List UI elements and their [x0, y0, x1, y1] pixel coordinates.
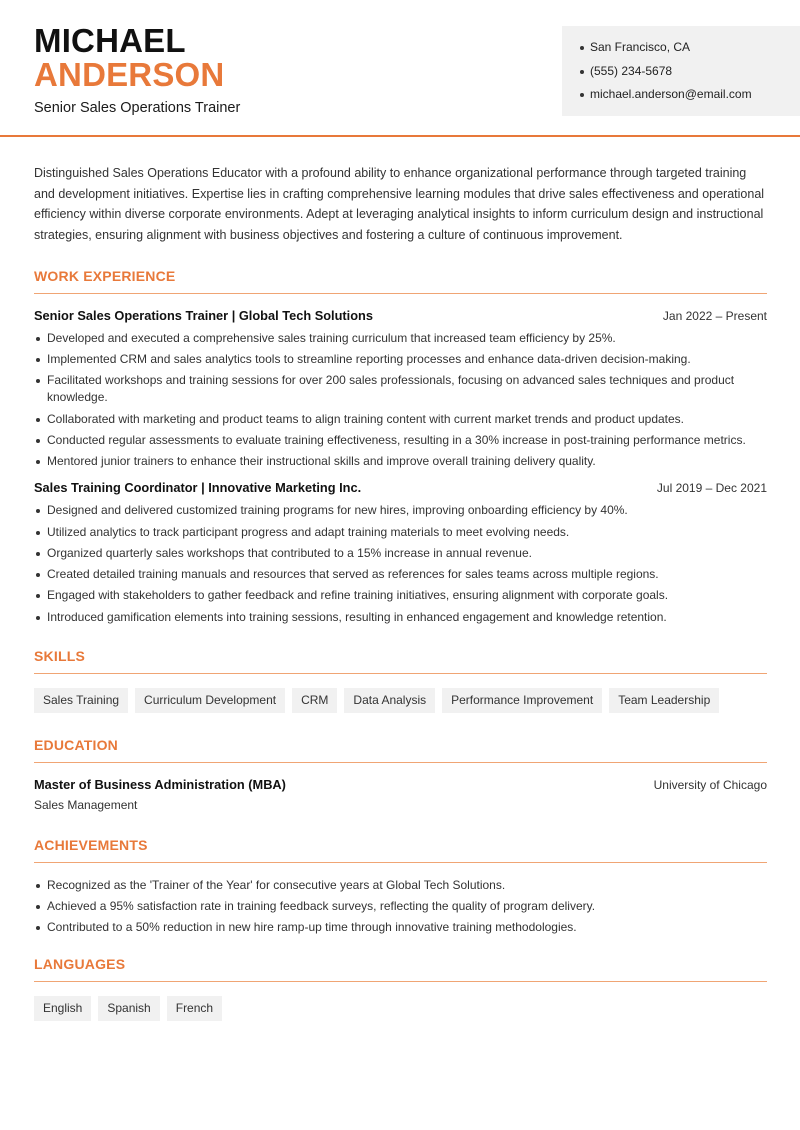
section-title-achievements: ACHIEVEMENTS — [34, 837, 767, 863]
section-title-education: EDUCATION — [34, 737, 767, 763]
job-date: Jul 2019 – Dec 2021 — [656, 481, 767, 496]
skill-tag: Performance Improvement — [442, 688, 602, 713]
skills-section — [34, 648, 767, 713]
last-name: ANDERSON — [34, 56, 225, 93]
job-entry — [34, 308, 767, 470]
contact-location: San Francisco, CA — [580, 36, 800, 60]
achievements-section — [34, 837, 767, 937]
skill-tag: Sales Training — [34, 688, 128, 713]
job-bullet: Organized quarterly sales workshops that contributed to a 15% increase in annual revenue. — [34, 545, 767, 562]
job-entry — [34, 480, 767, 625]
job-date: Jan 2022 – Present — [662, 308, 767, 323]
job-bullet: Created detailed training manuals and resources that served as references for sales teams across multiple regions. — [34, 566, 767, 583]
achievement-item: Achieved a 95% satisfaction rate in training feedback surveys, reflecting the quality of program delivery. — [34, 898, 767, 915]
section-title-skills: SKILLS — [34, 648, 767, 674]
job-bullet: Conducted regular assessments to evaluate training effectiveness, resulting in a 30% increase in post-training performance metrics. — [34, 432, 767, 449]
achievement-item: Recognized as the 'Trainer of the Year' for consecutive years at Global Tech Solutions. — [34, 877, 767, 894]
candidate-name — [34, 24, 224, 92]
job-title-headline: Senior Sales Operations Trainer — [34, 100, 241, 116]
summary-text: Distinguished Sales Operations Educator with a profound ability to enhance organizational performance through targeted training and development initiatives. Expertise lies in crafting comprehensive learning modules that drive sales effectiveness and operational efficiency within diverse corporate environments. Adept at leveraging analytical insights to inform curriculum design and instructional strategies, ensuring alignment with business objectives and fostering a culture of continuous improvement. — [34, 166, 765, 243]
job-bullet: Designed and delivered customized training programs for new hires, improving onboarding efficiency by 40%. — [34, 502, 767, 519]
language-tag: Spanish — [98, 996, 159, 1021]
job-bullet: Mentored junior trainers to enhance their instructional skills and improve overall training delivery quality. — [34, 453, 767, 470]
skill-tag: Team Leadership — [609, 688, 719, 713]
job-bullet: Facilitated workshops and training sessions for over 200 sales professionals, focusing on advanced sales techniques and product knowledge. — [34, 372, 767, 406]
education-section — [34, 737, 767, 812]
contact-phone: (555) 234-5678 — [580, 60, 800, 84]
languages-section — [34, 956, 767, 1021]
contact-box — [562, 26, 800, 116]
job-bullet: Engaged with stakeholders to gather feedback and refine training initiatives, ensuring alignment with corporate goals. — [34, 587, 767, 604]
job-bullet: Collaborated with marketing and product teams to align training content with current market trends and product updates. — [34, 411, 767, 428]
resume-body — [34, 163, 767, 1021]
job-bullet: Introduced gamification elements into training sessions, resulting in enhanced engagement and knowledge retention. — [34, 609, 767, 626]
section-title-work: WORK EXPERIENCE — [34, 268, 767, 294]
education-school: University of Chicago — [653, 777, 767, 792]
section-title-languages: LANGUAGES — [34, 956, 767, 982]
job-bullet: Implemented CRM and sales analytics tools to streamline reporting processes and enhance data-driven decision-making. — [34, 351, 767, 368]
work-experience-section — [34, 268, 767, 626]
job-bullet: Developed and executed a comprehensive sales training curriculum that increased team efficiency by 25%. — [34, 330, 767, 347]
skill-tag: Curriculum Development — [135, 688, 285, 713]
job-bullet: Utilized analytics to track participant progress and adapt training materials to meet evolving needs. — [34, 524, 767, 541]
first-name: MICHAEL — [34, 22, 186, 59]
skill-tag: Data Analysis — [344, 688, 435, 713]
language-tag: French — [167, 996, 222, 1021]
achievement-item: Contributed to a 50% reduction in new hire ramp-up time through innovative training methodologies. — [34, 919, 767, 936]
education-degree: Master of Business Administration (MBA) — [34, 776, 286, 792]
resume-header — [0, 0, 800, 137]
skill-tag: CRM — [292, 688, 337, 713]
job-title: Sales Training Coordinator | Innovative Marketing Inc. — [34, 480, 362, 496]
job-title: Senior Sales Operations Trainer | Global Tech Solutions — [34, 307, 373, 323]
education-field: Sales Management — [34, 797, 138, 812]
language-tag: English — [34, 996, 91, 1021]
contact-email: michael.anderson@email.com — [580, 83, 800, 107]
